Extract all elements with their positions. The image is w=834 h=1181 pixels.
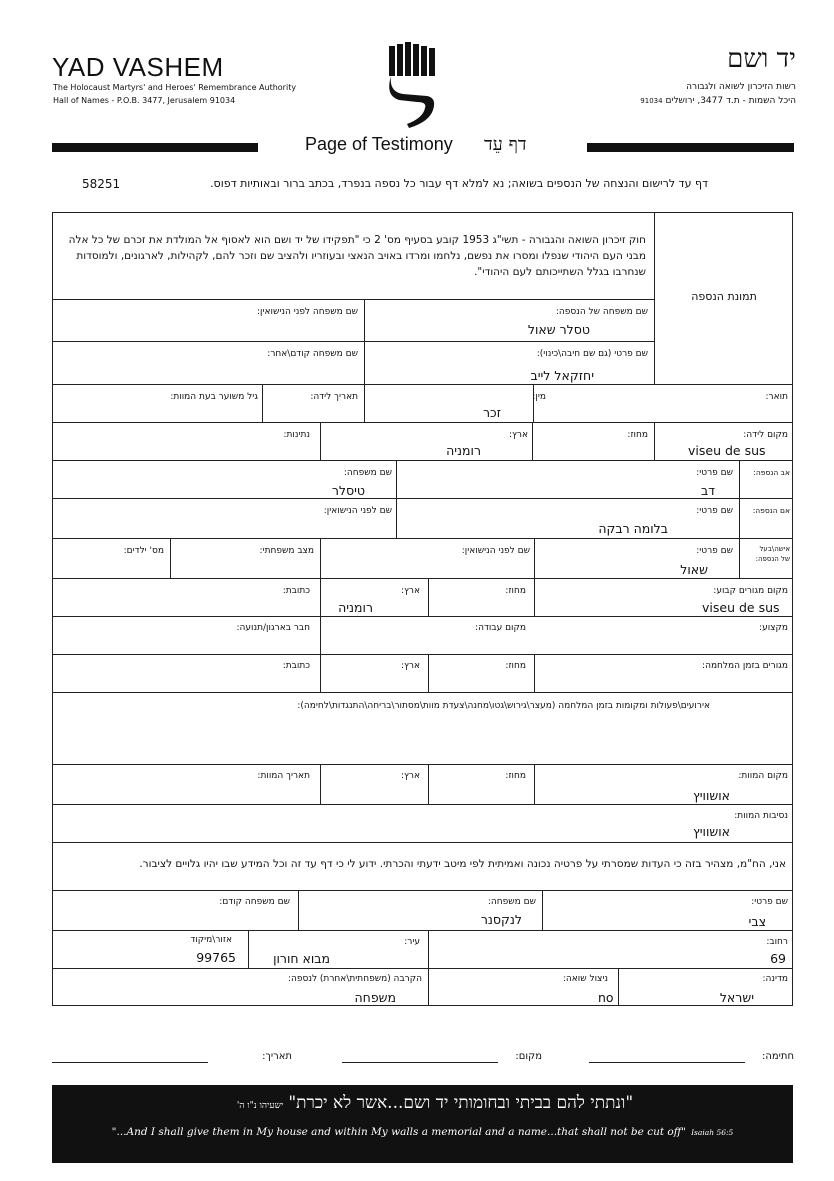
footer-quote-en-ref: Isaiah 56:5 bbox=[691, 1128, 734, 1137]
death-country-label: ארץ: bbox=[401, 771, 420, 781]
death-place: אושוויץ bbox=[693, 788, 730, 803]
signature-line[interactable] bbox=[589, 1062, 745, 1063]
submitter-relation: משפחה bbox=[354, 990, 396, 1005]
instructions: דף עד לרישום והנצחה של הנספים בשואה; נא למלא דף עבור כל נספה בנפרד, בכתב ברור ובאותיות דפוס. bbox=[210, 177, 708, 190]
footer-quote-en-row bbox=[60, 1120, 785, 1139]
spouse-side-label: אישה\בעל של הנספה: bbox=[755, 545, 790, 563]
submitter-first-name: צבי bbox=[748, 914, 766, 929]
org-subtitle-en: The Holocaust Martyrs' and Heroes' Remembrance Authority bbox=[53, 83, 297, 92]
victim-prev-surname-label: שם משפחה קודם\אחר: bbox=[267, 349, 358, 359]
org-name-en: YAD VASHEM bbox=[52, 52, 224, 82]
org-name-he: יד ושם bbox=[727, 44, 796, 74]
workplace-label: מקום עבודה: bbox=[475, 623, 526, 633]
org-subtitle-he: רשות הזיכרון לשואה ולגבורה bbox=[686, 82, 796, 92]
title-bar-left bbox=[52, 143, 258, 152]
spouse-first-name-label: שם פרטי: bbox=[696, 546, 733, 556]
form-frame bbox=[52, 212, 793, 1006]
title-bar-right bbox=[587, 143, 794, 152]
wartime-country-label: ארץ: bbox=[401, 661, 420, 671]
form-title-he: דף עֵד bbox=[484, 134, 527, 155]
footer-quote-he-ref: ישעיהו נ"ו ה' bbox=[236, 1101, 284, 1111]
victim-birthplace-label: מקום לידה: bbox=[743, 430, 788, 440]
submitter-first-name-label: שם פרטי: bbox=[751, 897, 788, 907]
death-date-label: תאריך המוות: bbox=[257, 771, 310, 781]
residence-country-label: ארץ: bbox=[401, 586, 420, 596]
member-label: חבר בארגון/תנועה: bbox=[236, 623, 310, 633]
victim-maiden-label: שם משפחה לפני הנישואין: bbox=[257, 307, 358, 317]
signature-label: חתימה: bbox=[761, 1051, 794, 1062]
father-surname: טיסלר bbox=[331, 483, 365, 498]
death-place-label: מקום המוות: bbox=[738, 771, 788, 781]
residence-label: מקום מגורים קבוע: bbox=[713, 586, 788, 596]
submitter-relation-label: הקרבה (משפחתית\אחרת) לנספה: bbox=[287, 974, 422, 984]
submitter-surname: לנקסנר bbox=[480, 912, 522, 927]
date-line[interactable] bbox=[52, 1062, 208, 1063]
submitter-zip: 99765 bbox=[196, 950, 236, 965]
yad-vashem-logo bbox=[387, 42, 441, 130]
spouse-children-label: מס' ילדים: bbox=[123, 546, 164, 556]
mother-side-label: אם הנספה: bbox=[752, 506, 790, 515]
death-district-label: מחוז: bbox=[505, 771, 526, 781]
victim-birthdate-label: תאריך לידה: bbox=[310, 392, 358, 402]
spouse-family-status-label: מצב משפחתי: bbox=[259, 546, 314, 556]
residence-place: viseu de sus bbox=[702, 600, 780, 615]
submitter-surname-label: שם משפחה: bbox=[487, 897, 536, 907]
spouse-first-name: שאול bbox=[680, 562, 708, 577]
submitter-survivor: no bbox=[598, 990, 614, 1005]
place-line[interactable] bbox=[342, 1062, 498, 1063]
victim-birth-district-label: מחוז: bbox=[627, 430, 648, 440]
footer-quote-he: "ונתתי להם בביתי ובחומותי יד ושם...אשר לא יכרת" bbox=[288, 1093, 634, 1113]
victim-age-label: גיל משוער בעת המוות: bbox=[170, 392, 258, 402]
declaration-text: אני, הח"מ, מצהיר בזה כי העדות שמסרתי על פרטיה נכונה ואמיתית לפי מיטב ידעתי והכרתי. ידוע לי כי דף עד זה וכל המידע שבו יהיו גלויים לציבור. bbox=[139, 858, 786, 870]
submitter-prev-surname-label: שם משפחה קודם: bbox=[219, 897, 290, 907]
victim-first-name-label: שם פרטי (גם שם חיבה\כינוי): bbox=[536, 349, 648, 359]
org-address-he-row bbox=[590, 96, 796, 106]
submitter-street: 69 bbox=[770, 951, 786, 966]
spouse-maiden-label: שם לפני הנישואין: bbox=[461, 546, 530, 556]
father-first-name-label: שם פרטי: bbox=[696, 468, 733, 478]
org-zip-he: 91034 bbox=[640, 97, 663, 105]
residence-district-label: מחוז: bbox=[505, 586, 526, 596]
victim-gender: זכר bbox=[483, 405, 501, 420]
victim-birthplace: viseu de sus bbox=[688, 443, 766, 458]
father-first-name: דב bbox=[700, 483, 715, 498]
submitter-survivor-label: ניצול שואה: bbox=[562, 974, 608, 984]
org-address-en: Hall of Names - P.O.B. 3477, Jerusalem 91034 bbox=[53, 96, 236, 105]
mother-first-name: בלומה רבקה bbox=[598, 521, 668, 536]
death-circumstances-label: נסיבות המוות: bbox=[734, 811, 788, 821]
victim-birth-country-label: ארץ: bbox=[509, 430, 528, 440]
submitter-country-label: מדינה: bbox=[762, 974, 788, 984]
submitter-zip-label: אזור\מיקוד bbox=[190, 935, 232, 945]
death-circumstances: אושוויץ bbox=[693, 824, 730, 839]
photo-label: תמונת הנספה bbox=[691, 290, 757, 303]
wartime-residence-label: מגורים בזמן המלחמה: bbox=[702, 661, 788, 671]
father-side-label: אב הנספה: bbox=[753, 468, 790, 477]
mother-maiden-label: שם לפני הנישואין: bbox=[323, 506, 392, 516]
place-label: מקום: bbox=[515, 1051, 542, 1062]
profession-label: מקצוע: bbox=[759, 623, 788, 633]
footer-quote-he-row bbox=[130, 1093, 740, 1113]
wartime-district-label: מחוז: bbox=[505, 661, 526, 671]
wartime-events-label: אירועים\פעולות ומקומות בזמן המלחמה (מעצר\גירוש\גטו\מחנה\צעדת מוות\מסתור\בריחה\התנגדות\לחימה): bbox=[297, 701, 710, 711]
law-text: חוק זיכרון השואה והגבורה - תשי"ג 1953 קובע בסעיף מס' 2 כי "תפקידו של יד ושם הוא לאסוף אל המולדת את זכרם של כל אלה מבני העם היהודי שנפלו ומסרו את נפשם, נלחמו ומרדו באויב הנאצי ובעוזריו ולהציב שם וזכר להם, לקהילות, לארגונים, ולמוסדות שנחרבו בגלל השתייכותם לעם היהודי". bbox=[68, 234, 646, 278]
wartime-address-label: כתובת: bbox=[282, 661, 310, 671]
form-title-en: Page of Testimony bbox=[305, 134, 453, 154]
residence-address-label: כתובת: bbox=[282, 586, 310, 596]
footer-quote-en: "...And I shall give them in My house and within My walls a memorial and a name...that shall not be cut off" bbox=[111, 1126, 686, 1138]
victim-surname-label: שם משפחה של הנספה: bbox=[555, 307, 648, 317]
submitter-street-label: רחוב: bbox=[766, 937, 788, 947]
victim-gender-label: מין: bbox=[532, 392, 546, 402]
victim-birth-country: רומניה bbox=[446, 443, 481, 458]
date-label: תאריך: bbox=[262, 1051, 292, 1062]
father-surname-label: שם משפחה: bbox=[343, 468, 392, 478]
submitter-city: מבוא חורון bbox=[273, 951, 330, 966]
form-number: 58251 bbox=[82, 177, 121, 191]
victim-first-name: יחזקאל לייב bbox=[530, 368, 594, 383]
residence-country: רומניה bbox=[338, 600, 373, 615]
submitter-city-label: עיר: bbox=[404, 937, 420, 947]
mother-first-name-label: שם פרטי: bbox=[696, 506, 733, 516]
submitter-country: ישראל bbox=[719, 990, 754, 1005]
victim-title-label: תואר: bbox=[765, 392, 788, 402]
victim-nationality-label: נתינות: bbox=[283, 430, 310, 440]
victim-surname: טסלר שאול bbox=[527, 322, 590, 337]
org-address-he: היכל השמות - ת.ד 3477, ירושלים bbox=[665, 96, 796, 106]
